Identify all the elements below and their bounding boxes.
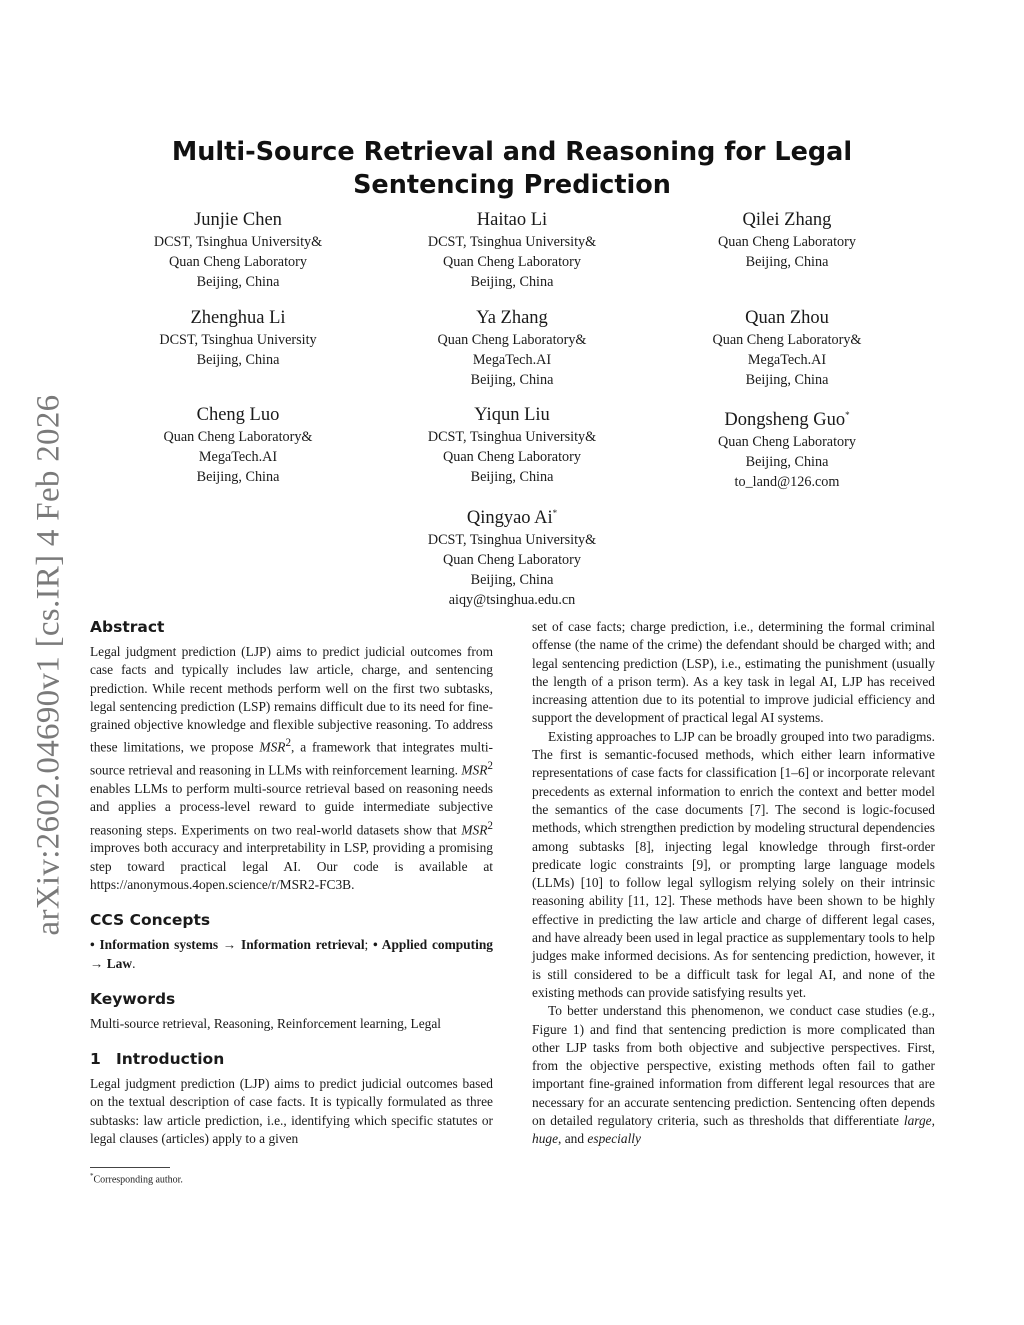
- abstract-text: Legal judgment prediction (LJP) aims to predict judicial outcomes from case facts and typically includes law article, charge, and sentencing prediction. While recent methods perform well on the first two subtasks, legal sentencing prediction (LSP) remains difficult due to its need for fine-grained objective knowledge and flexible subjective reasoning. To address these limitations, we propose MSR$^2$, a framework that integrates multi-source retrieval and reasoning in LLMs with reinforcement learning. MSR$^2$ enables LLMs to perform multi-source retrieval based on reasoning needs and applies a process-level reward to guide intermediate subjective reasoning steps. Experiments on two real-world datasets show that MSR$^2$ improves both accuracy and interpretability in LSP, providing a promising step toward practical legal AI. Our code is available at https://anonymous.4open.science/r/MSR2-FC3B.: [90, 644, 493, 892]
- keywords-heading: Keywords: [90, 989, 176, 1008]
- author-affiliation: Quan Cheng Laboratory: [443, 449, 581, 465]
- arxiv-identifier-stamp: arXiv:2602.04690v1 [cs.IR] 4 Feb 2026: [30, 394, 67, 936]
- author-affiliation: Quan Cheng Laboratory: [718, 434, 856, 451]
- author-block: [647, 208, 927, 272]
- introduction-heading: 1 Introduction: [90, 1050, 225, 1069]
- author-affiliation: DCST, Tsinghua University: [159, 332, 317, 348]
- footnote-divider: [90, 1167, 170, 1168]
- author-affiliation: Quan Cheng Laboratory&: [163, 429, 313, 445]
- author-location: Beijing, China: [196, 352, 280, 368]
- ccs-heading: CCS Concepts: [90, 911, 211, 930]
- author-affiliation: DCST, Tsinghua University&: [153, 234, 323, 250]
- author-location: Beijing, China: [196, 274, 280, 290]
- author-name: Qilei Zhang: [742, 210, 832, 230]
- author-affiliation: Quan Cheng Laboratory&: [437, 332, 587, 348]
- author-name: Yiqun Liu: [474, 405, 550, 425]
- intro-paragraph: set of case facts; charge prediction, i.e., determining the formal criminal offense (the name of the crime) the defendant should be charged with; and legal sentencing prediction (LSP), i.e., estimating the punishment (usually the length of a prison term). As a key task in legal AI, LJP has received increasing attention due to its potential to improve judicial efficiency and support the development of practical legal AI systems.: [532, 619, 935, 726]
- author-affiliation: DCST, Tsinghua University&: [427, 532, 597, 549]
- author-block: [372, 306, 652, 390]
- author-block: [98, 403, 378, 487]
- author-affiliation: DCST, Tsinghua University&: [427, 429, 597, 445]
- abstract-heading: Abstract: [90, 618, 165, 636]
- paper-title: Multi-Source Retrieval and Reasoning for Legal Sentencing Prediction: [171, 137, 853, 200]
- author-name: Zhenghua Li: [190, 308, 286, 328]
- author-affiliation: Quan Cheng Laboratory&: [712, 332, 862, 348]
- author-affiliation: Quan Cheng Laboratory: [443, 254, 581, 270]
- author-block: [647, 306, 927, 390]
- author-name: Qingyao Ai*: [466, 508, 558, 529]
- author-location: Beijing, China: [470, 572, 554, 589]
- author-name: Dongsheng Guo*: [724, 410, 850, 431]
- author-location: Beijing, China: [745, 454, 829, 471]
- footnote: *Corresponding author.: [90, 1172, 183, 1186]
- author-name: Quan Zhou: [745, 308, 829, 328]
- author-location: Beijing, China: [196, 469, 280, 485]
- author-email[interactable]: aiqy@tsinghua.edu.cn: [448, 592, 576, 609]
- corresponding-mark: *: [845, 410, 850, 420]
- author-affiliation: Quan Cheng Laboratory: [169, 254, 307, 270]
- author-location: Beijing, China: [470, 469, 554, 485]
- author-name: Junjie Chen: [194, 210, 282, 230]
- author-location: Beijing, China: [745, 254, 829, 270]
- author-affiliation: Quan Cheng Laboratory: [443, 552, 581, 569]
- right-column: [532, 618, 935, 1149]
- author-block: [98, 208, 378, 292]
- author-location: Beijing, China: [745, 372, 829, 388]
- author-name: Ya Zhang: [476, 308, 548, 328]
- author-email[interactable]: to_land@126.com: [734, 474, 840, 491]
- author-affiliation: MegaTech.AI: [198, 449, 278, 465]
- intro-paragraph: Existing approaches to LJP can be broadly grouped into two paradigms. The first is semantic-focused methods, which either learn informative representations of case facts for classification [1–6] or incorporate relevant precedents as external information to enrich the context and better model the semantics of the case documents [7]. The second is logic-focused methods, which strengthen prediction by modeling structural dependencies among subtasks [8], injecting legal knowledge through first-order predicate logic constraints [9], or prompting large language models (LLMs) [10] to follow legal syllogism relying solely on their intrinsic reasoning ability [11, 12]. These methods have been shown to be highly effective in predicting the law article and charge of different legal cases, and have already been used in legal practice as supplementary tools to help judges make informed decisions. As for sentencing prediction, however, it is still considered to be a difficult task for legal AI, and none of the existing methods can provide satisfying results yet.: [532, 728, 935, 1000]
- corresponding-mark: *: [552, 508, 558, 518]
- author-affiliation: Quan Cheng Laboratory: [718, 234, 856, 250]
- author-affiliation: MegaTech.AI: [747, 352, 827, 368]
- intro-paragraph: To better understand this phenomenon, we conduct case studies (e.g., Figure 1) and find that sentencing prediction is more complicated than other LJP tasks from both objective and subjective perspectives. First, from the objective perspective, existing methods often fail to gather important fine-grained information from different legal resources that are necessary for an accurate sentencing prediction. Sentencing often depends on detailed regulatory criteria, such as thresholds that differentiate large, huge, and especially: [532, 1003, 935, 1147]
- intro-paragraph: Legal judgment prediction (LJP) aims to predict judicial outcomes based on the textual description of case facts. It is typically formulated as three subtasks: law article prediction, i.e., identifying which specific statutes or legal clauses (articles) apply to a given: [90, 1076, 493, 1147]
- ccs-concepts: • Information systems → Information retrieval; • Applied computing → Law.: [90, 937, 493, 971]
- left-column: [90, 617, 493, 1148]
- keywords-text: Multi-source retrieval, Reasoning, Reinforcement learning, Legal: [90, 1015, 442, 1031]
- author-affiliation: MegaTech.AI: [472, 352, 552, 368]
- author-block: [647, 403, 927, 492]
- author-location: Beijing, China: [470, 372, 554, 388]
- author-affiliation: DCST, Tsinghua University&: [427, 234, 597, 250]
- author-block: [98, 306, 378, 370]
- author-name: Cheng Luo: [196, 405, 280, 425]
- author-block: [372, 403, 652, 487]
- author-block: [372, 501, 652, 610]
- author-name: Haitao Li: [476, 210, 548, 230]
- author-location: Beijing, China: [470, 274, 554, 290]
- author-block: [372, 208, 652, 292]
